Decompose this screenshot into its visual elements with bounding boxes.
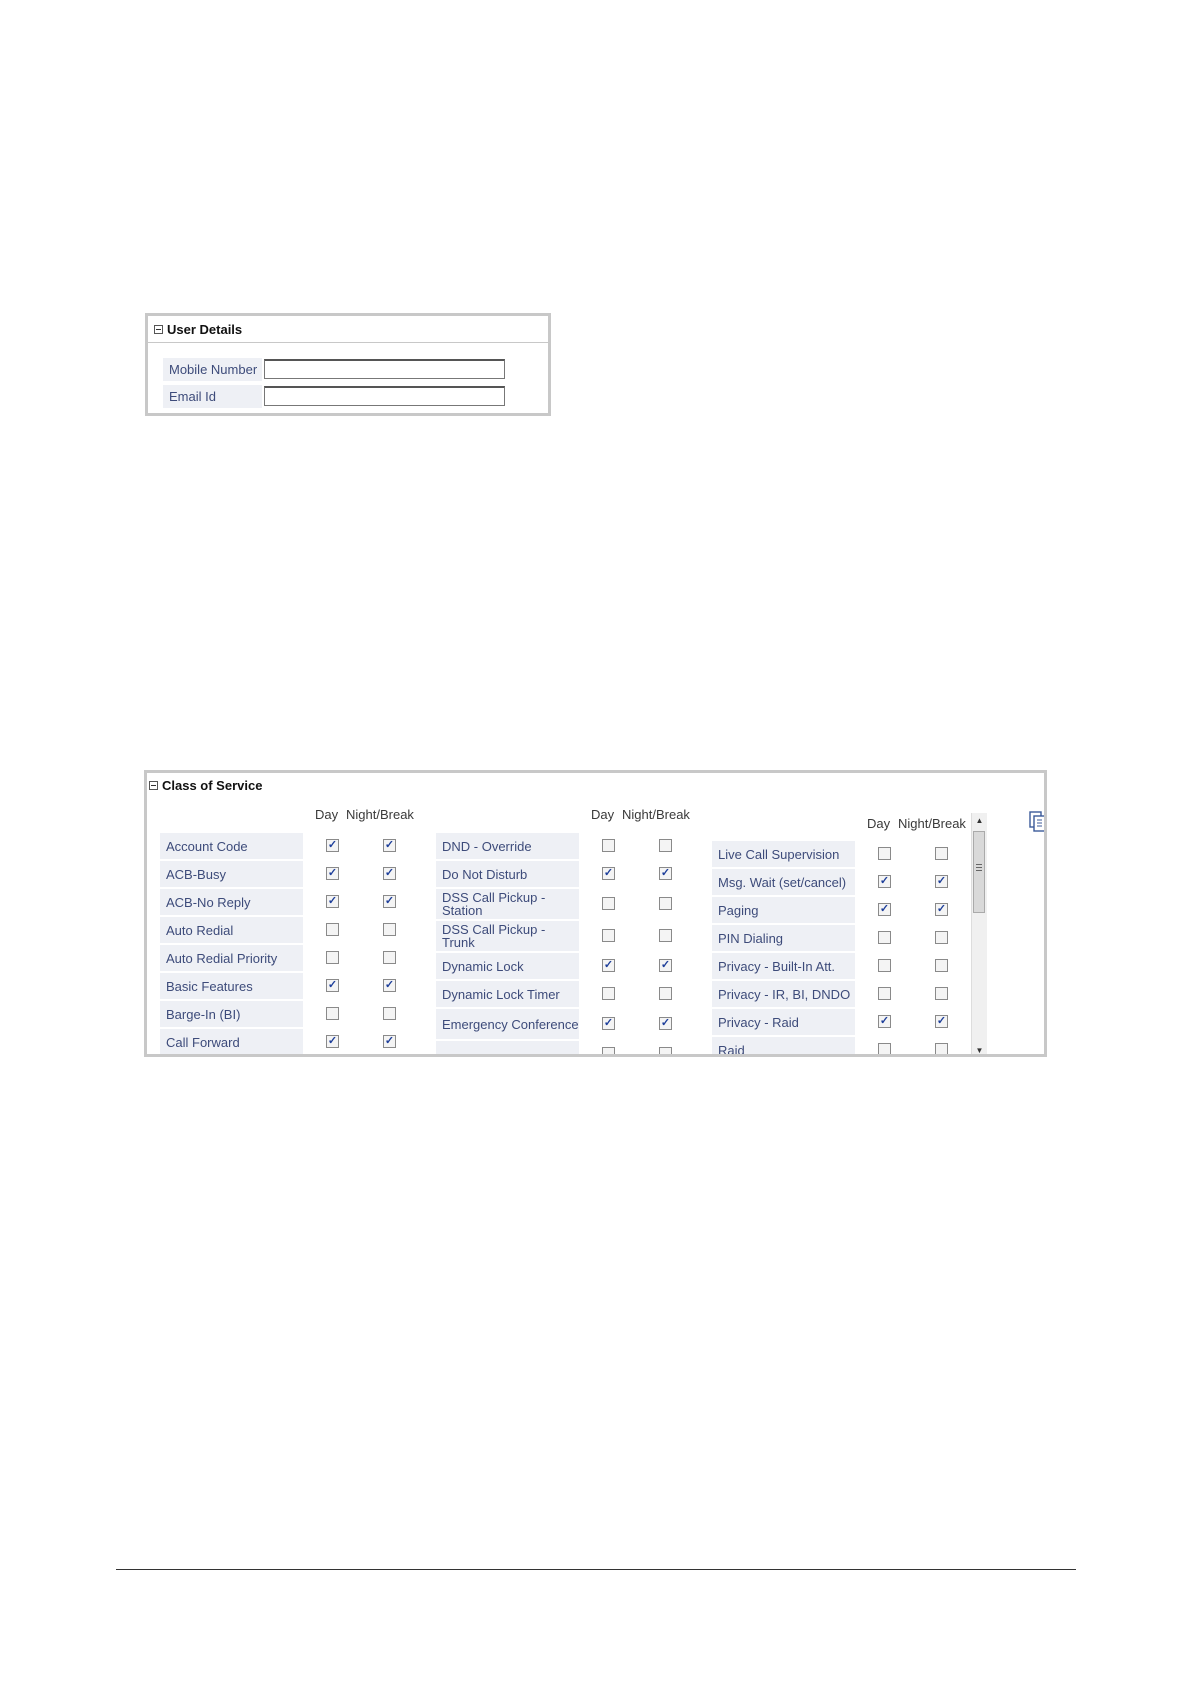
day-checkbox[interactable] (602, 839, 615, 852)
day-checkbox[interactable] (602, 987, 615, 1000)
feature-label: Barge-In (BI) (160, 1001, 303, 1027)
class-of-service-header[interactable] (147, 773, 1044, 797)
night-break-checkbox[interactable] (935, 931, 948, 944)
night-break-header: Night/Break (898, 816, 966, 831)
feature-label: Live Call Supervision (712, 841, 855, 867)
night-break-checkbox[interactable] (935, 847, 948, 860)
feature-label: Paging (712, 897, 855, 923)
mobile-number-row (163, 357, 505, 381)
day-checkbox[interactable]: ✓ (603, 867, 614, 879)
feature-label: DSS Call Pickup - Trunk (436, 921, 579, 951)
night-break-checkbox[interactable] (659, 929, 672, 942)
day-checkbox[interactable] (878, 1043, 891, 1056)
night-break-checkbox[interactable]: ✓ (384, 867, 395, 879)
class-of-service-title: Class of Service (162, 777, 263, 793)
night-break-checkbox[interactable] (659, 987, 672, 1000)
feature-label: Auto Redial Priority (160, 945, 303, 971)
day-checkbox[interactable]: ✓ (327, 1035, 338, 1047)
night-break-header: Night/Break (346, 807, 414, 822)
feature-label: Privacy - Built-In Att. (712, 953, 855, 979)
day-checkbox[interactable]: ✓ (327, 839, 338, 851)
day-checkbox[interactable]: ✓ (327, 867, 338, 879)
email-id-row (163, 384, 505, 408)
collapse-icon[interactable] (154, 325, 163, 334)
grip-icon (976, 864, 982, 872)
feature-label: Dynamic Lock (436, 953, 579, 979)
scroll-thumb[interactable] (973, 831, 985, 913)
feature-label: Privacy - Raid (712, 1009, 855, 1035)
day-checkbox[interactable]: ✓ (603, 1017, 614, 1029)
day-checkbox[interactable] (878, 959, 891, 972)
feature-label: Raid (712, 1037, 855, 1057)
day-checkbox[interactable] (326, 951, 339, 964)
mobile-number-input[interactable] (264, 359, 505, 379)
night-break-checkbox[interactable] (935, 987, 948, 1000)
day-checkbox[interactable]: ✓ (603, 959, 614, 971)
day-header: Day (591, 807, 615, 822)
feature-label: Dynamic Lock Timer (436, 981, 579, 1007)
feature-label: Do Not Disturb (436, 861, 579, 887)
night-break-checkbox[interactable]: ✓ (384, 839, 395, 851)
day-checkbox[interactable] (878, 847, 891, 860)
feature-label: Msg. Wait (set/cancel) (712, 869, 855, 895)
day-checkbox[interactable] (602, 897, 615, 910)
arrow-up-icon[interactable]: ▲ (975, 816, 984, 825)
email-id-label: Email Id (163, 385, 262, 408)
night-break-checkbox[interactable]: ✓ (660, 1017, 671, 1029)
night-break-checkbox[interactable] (935, 959, 948, 972)
night-break-checkbox[interactable]: ✓ (936, 903, 947, 915)
night-break-checkbox[interactable] (659, 897, 672, 910)
night-break-checkbox[interactable]: ✓ (384, 895, 395, 907)
day-checkbox[interactable]: ✓ (327, 979, 338, 991)
day-header: Day (867, 816, 891, 831)
night-break-checkbox[interactable]: ✓ (936, 875, 947, 887)
day-header: Day (315, 807, 339, 822)
day-checkbox[interactable] (326, 1007, 339, 1020)
feature-label: Call Forward (160, 1029, 303, 1055)
collapse-icon[interactable] (149, 781, 158, 790)
night-break-checkbox[interactable] (659, 1047, 672, 1057)
night-break-checkbox[interactable] (383, 951, 396, 964)
user-details-title: User Details (167, 321, 243, 337)
feature-label: Auto Redial (160, 917, 303, 943)
day-checkbox[interactable] (878, 931, 891, 944)
feature-label: Basic Features (160, 973, 303, 999)
night-break-checkbox[interactable] (659, 839, 672, 852)
day-checkbox[interactable] (878, 987, 891, 1000)
arrow-down-icon[interactable]: ▼ (975, 1046, 984, 1055)
day-checkbox[interactable]: ✓ (879, 875, 890, 887)
night-break-checkbox[interactable]: ✓ (936, 1015, 947, 1027)
copy-icon[interactable] (1029, 811, 1047, 833)
footer-divider (116, 1569, 1076, 1570)
day-checkbox[interactable] (326, 923, 339, 936)
day-checkbox[interactable]: ✓ (879, 903, 890, 915)
user-details-header[interactable] (148, 316, 548, 343)
feature-label: ACB-Busy (160, 861, 303, 887)
user-details-panel (145, 313, 551, 416)
night-break-checkbox[interactable]: ✓ (384, 1035, 395, 1047)
night-break-checkbox[interactable] (383, 1007, 396, 1020)
day-checkbox[interactable]: ✓ (327, 895, 338, 907)
feature-label: PIN Dialing (712, 925, 855, 951)
feature-label: DSS Call Pickup - Station (436, 889, 579, 919)
night-break-header: Night/Break (622, 807, 690, 822)
feature-label: DND - Override (436, 833, 579, 859)
night-break-checkbox[interactable] (383, 923, 396, 936)
feature-label: Account Code (160, 833, 303, 859)
email-id-input[interactable] (264, 386, 505, 406)
feature-label: Emergency Conference (436, 1009, 579, 1039)
day-checkbox[interactable]: ✓ (879, 1015, 890, 1027)
day-checkbox[interactable] (602, 1047, 615, 1057)
feature-label: ACB-No Reply (160, 889, 303, 915)
day-checkbox[interactable] (602, 929, 615, 942)
class-of-service-panel (144, 770, 1047, 1057)
vertical-scrollbar[interactable] (971, 813, 987, 1057)
mobile-number-label: Mobile Number (163, 358, 262, 381)
night-break-checkbox[interactable] (935, 1043, 948, 1056)
night-break-checkbox[interactable]: ✓ (384, 979, 395, 991)
night-break-checkbox[interactable]: ✓ (660, 959, 671, 971)
night-break-checkbox[interactable]: ✓ (660, 867, 671, 879)
feature-label: Privacy - IR, BI, DNDO (712, 981, 855, 1007)
feature-label (436, 1041, 579, 1057)
